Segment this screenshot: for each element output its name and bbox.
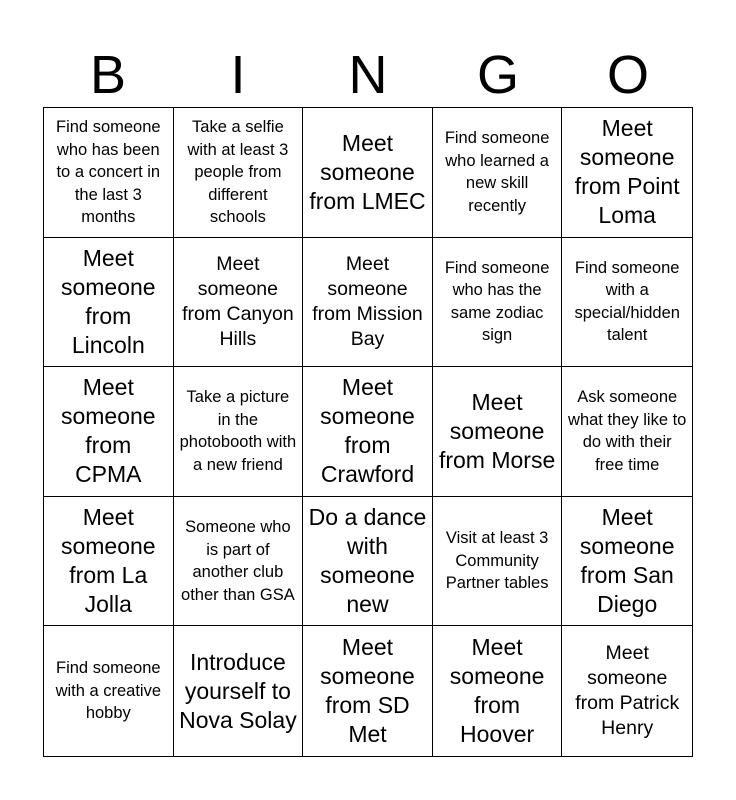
bingo-cell-r2c1 [44,238,174,368]
bingo-cell-r1c2 [174,108,304,238]
bingo-cell-r2c3 [303,238,433,368]
bingo-cell-r5c4 [433,626,563,756]
bingo-cell-r1c1 [44,108,174,238]
bingo-cell-r3c5 [562,367,692,497]
bingo-cell-r3c2 [174,367,304,497]
header-letter-b: B [89,45,127,105]
bingo-cell-r5c3 [303,626,433,756]
cell-text: Meet someone from La Jolla [60,504,156,618]
bingo-cell-r4c2 [174,497,304,627]
cell-text: Meet someone from Hoover [449,634,545,748]
cell-text: Meet someone from Canyon Hills [182,252,294,350]
cell-text: Do a dance with someone new [308,504,427,618]
bingo-cell-r2c4 [433,238,563,368]
cell-text: Introduce yourself to Nova Solay [179,648,297,733]
cell-text: Meet someone from Mission Bay [312,252,423,350]
cell-text: Find someone who has the same zodiac sign [444,258,550,345]
cell-text: Find someone who learned a new skill recently [444,129,550,215]
bingo-cell-r1c4 [433,108,563,238]
bingo-cell-r2c5 [562,238,692,368]
bingo-cell-r1c3 [303,108,433,238]
cell-text: Someone who is part of another club other than GSA [181,518,295,604]
cell-text: Meet someone from SD Met [320,634,415,748]
bingo-cell-r4c1 [44,497,174,627]
cell-text: Take a selfie with at least 3 people from different schools [187,118,289,227]
header-letter-g: G [476,45,519,105]
cell-text: Meet someone from Lincoln [60,244,156,358]
cell-text: Meet someone from Patrick Henry [575,642,680,740]
cell-text: Meet someone from Point Loma [574,115,680,229]
bingo-cell-r3c1 [44,367,174,497]
bingo-cell-r4c3 [303,497,433,627]
bingo-grid [43,107,693,757]
bingo-cell-r2c2 [174,238,304,368]
bingo-header [43,46,693,104]
bingo-cell-r4c5 [562,497,692,627]
cell-text: Meet someone from Crawford [320,374,415,488]
cell-text: Find someone who has been to a concert in the last 3 months [56,118,161,227]
bingo-cell-r1c5 [562,108,692,238]
header-letter-i: I [230,45,246,105]
cell-text: Find someone with a creative hobby [55,659,162,723]
header-letter-o: O [606,45,649,105]
bingo-cell-r4c4 [433,497,563,627]
cell-text: Ask someone what they like to do with their free time [568,388,687,474]
bingo-cell-r3c4 [433,367,563,497]
cell-text: Meet someone from CPMA [60,374,156,488]
bingo-cell-r5c5 [562,626,692,756]
cell-text: Visit at least 3 Community Partner tables [445,529,549,593]
cell-text: Meet someone from San Diego [579,504,675,618]
bingo-cell-r5c2 [174,626,304,756]
bingo-cell-r3c3 [303,367,433,497]
cell-text: Take a picture in the photobooth with a new friend [179,388,297,474]
header-letter-n: N [348,45,388,105]
bingo-cell-r5c1 [44,626,174,756]
cell-text: Find someone with a special/hidden talent [574,258,680,345]
cell-text: Meet someone from Morse [438,388,556,473]
cell-text: Meet someone from LMEC [309,129,426,214]
